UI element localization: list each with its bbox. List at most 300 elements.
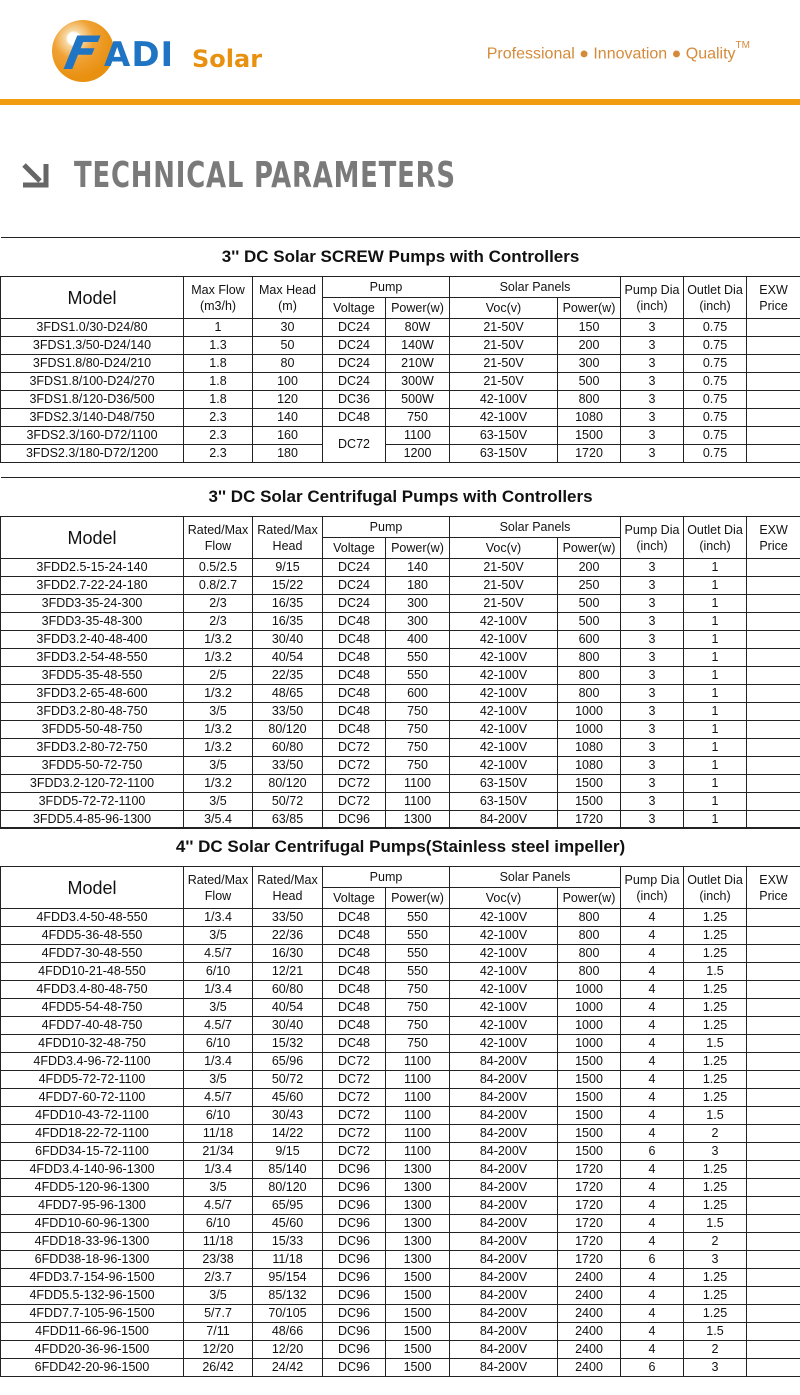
cell-pump-dia: 3 bbox=[621, 337, 684, 355]
cell-pump-power: 1100 bbox=[386, 1071, 450, 1089]
cell-head: 15/33 bbox=[253, 1233, 323, 1251]
table-header-row bbox=[1, 277, 800, 298]
table-row bbox=[1, 999, 800, 1017]
cell-outlet-dia: 1.25 bbox=[684, 1179, 747, 1197]
cell-panel-power: 1720 bbox=[558, 1179, 621, 1197]
cell-voc: 84-200V bbox=[450, 1107, 558, 1125]
cell-voltage: DC24 bbox=[323, 319, 386, 337]
cell-outlet-dia: 1 bbox=[684, 739, 747, 757]
cell-flow: 21/34 bbox=[184, 1143, 253, 1161]
cell-pump-dia: 3 bbox=[621, 613, 684, 631]
cell-panel-power: 1720 bbox=[558, 1197, 621, 1215]
column-header-flow bbox=[184, 867, 253, 909]
cell-price bbox=[747, 1287, 800, 1305]
cell-pump-dia: 3 bbox=[621, 739, 684, 757]
cell-model: 4FDD3.7-154-96-1500 bbox=[1, 1269, 184, 1287]
cell-head: 40/54 bbox=[253, 649, 323, 667]
cell-model: 3FDS2.3/180-D72/1200 bbox=[1, 445, 184, 463]
cell-model: 4FDD3.4-140-96-1300 bbox=[1, 1161, 184, 1179]
cell-head: 50 bbox=[253, 337, 323, 355]
cell-head: 60/80 bbox=[253, 739, 323, 757]
cell-panel-power: 150 bbox=[558, 319, 621, 337]
cell-voc: 42-100V bbox=[450, 721, 558, 739]
column-header-head-line2: Head bbox=[272, 538, 303, 553]
cell-pump-power: 80W bbox=[386, 319, 450, 337]
cell-outlet-dia: 1.25 bbox=[684, 1287, 747, 1305]
cell-panel-power: 800 bbox=[558, 945, 621, 963]
column-group-solar-panels: Solar Panels bbox=[450, 867, 621, 888]
cell-voc: 21-50V bbox=[450, 373, 558, 391]
cell-flow: 3/5 bbox=[184, 999, 253, 1017]
cell-voltage: DC96 bbox=[323, 1179, 386, 1197]
table-row bbox=[1, 775, 800, 793]
cell-price bbox=[747, 703, 800, 721]
column-header-pump-dia-line2: (inch) bbox=[636, 888, 668, 903]
cell-price bbox=[747, 319, 800, 337]
logo-letter: F bbox=[60, 26, 102, 80]
cell-voc: 42-100V bbox=[450, 757, 558, 775]
cell-outlet-dia: 1 bbox=[684, 649, 747, 667]
cell-voltage: DC72 bbox=[323, 793, 386, 811]
cell-price bbox=[747, 1251, 800, 1269]
table-row bbox=[1, 1071, 800, 1089]
cell-pump-dia: 4 bbox=[621, 1071, 684, 1089]
cell-panel-power: 800 bbox=[558, 649, 621, 667]
cell-model: 3FDD3.2-120-72-1100 bbox=[1, 775, 184, 793]
column-header-outlet-dia-line2: (inch) bbox=[699, 888, 731, 903]
cell-flow: 2.3 bbox=[184, 427, 253, 445]
cell-panel-power: 1500 bbox=[558, 1089, 621, 1107]
cell-pump-dia: 4 bbox=[621, 945, 684, 963]
cell-voc: 21-50V bbox=[450, 337, 558, 355]
cell-head: 60/80 bbox=[253, 981, 323, 999]
cell-flow: 1/3.2 bbox=[184, 721, 253, 739]
cell-voltage: DC24 bbox=[323, 595, 386, 613]
cell-flow: 2/3 bbox=[184, 595, 253, 613]
column-header-pump-dia bbox=[621, 277, 684, 319]
cell-flow: 1/3.2 bbox=[184, 649, 253, 667]
column-header-voltage: Voltage bbox=[323, 888, 386, 909]
column-header-exw-price-line1: EXW bbox=[759, 522, 788, 537]
cell-panel-power: 800 bbox=[558, 391, 621, 409]
cell-flow: 4.5/7 bbox=[184, 1089, 253, 1107]
cell-pump-power: 140 bbox=[386, 559, 450, 577]
column-header-head bbox=[253, 867, 323, 909]
cell-panel-power: 1500 bbox=[558, 793, 621, 811]
cell-panel-power: 1000 bbox=[558, 1035, 621, 1053]
cell-panel-power: 1080 bbox=[558, 739, 621, 757]
cell-head: 30/40 bbox=[253, 631, 323, 649]
cell-pump-dia: 3 bbox=[621, 595, 684, 613]
cell-head: 9/15 bbox=[253, 1143, 323, 1161]
cell-voc: 42-100V bbox=[450, 963, 558, 981]
cell-voltage: DC24 bbox=[323, 577, 386, 595]
cell-flow: 11/18 bbox=[184, 1125, 253, 1143]
cell-panel-power: 2400 bbox=[558, 1341, 621, 1359]
cell-voltage: DC96 bbox=[323, 1305, 386, 1323]
table-row bbox=[1, 1323, 800, 1341]
cell-panel-power: 800 bbox=[558, 667, 621, 685]
cell-voc: 84-200V bbox=[450, 1287, 558, 1305]
cell-voltage: DC48 bbox=[323, 1035, 386, 1053]
cell-voc: 84-200V bbox=[450, 1215, 558, 1233]
cell-panel-power: 1500 bbox=[558, 1071, 621, 1089]
cell-pump-power: 750 bbox=[386, 739, 450, 757]
cell-panel-power: 1720 bbox=[558, 1161, 621, 1179]
column-header-model: Model bbox=[1, 277, 184, 319]
column-header-exw-price bbox=[747, 517, 800, 559]
column-header-flow-line2: Flow bbox=[204, 888, 232, 903]
cell-pump-power: 1100 bbox=[386, 1107, 450, 1125]
cell-model: 3FDD2.7-22-24-180 bbox=[1, 577, 184, 595]
cell-pump-dia: 4 bbox=[621, 1341, 684, 1359]
table-row bbox=[1, 409, 800, 427]
cell-voc: 42-100V bbox=[450, 409, 558, 427]
cell-panel-power: 1000 bbox=[558, 703, 621, 721]
cell-voc: 42-100V bbox=[450, 909, 558, 927]
cell-head: 30 bbox=[253, 319, 323, 337]
table-row bbox=[1, 1341, 800, 1359]
table-row bbox=[1, 739, 800, 757]
cell-pump-power: 750 bbox=[386, 1017, 450, 1035]
column-header-model: Model bbox=[1, 867, 184, 909]
cell-voc: 42-100V bbox=[450, 613, 558, 631]
cell-voc: 63-150V bbox=[450, 427, 558, 445]
cell-voltage: DC48 bbox=[323, 963, 386, 981]
table-row bbox=[1, 373, 800, 391]
cell-model: 4FDD5-36-48-550 bbox=[1, 927, 184, 945]
cell-voltage: DC96 bbox=[323, 1215, 386, 1233]
cell-price bbox=[747, 793, 800, 811]
logo-suffix: Solar bbox=[192, 45, 263, 73]
cell-pump-dia: 4 bbox=[621, 1215, 684, 1233]
cell-voc: 63-150V bbox=[450, 793, 558, 811]
cell-pump-dia: 4 bbox=[621, 1179, 684, 1197]
cell-panel-power: 1000 bbox=[558, 981, 621, 999]
cell-pump-dia: 3 bbox=[621, 559, 684, 577]
cell-pump-power: 1100 bbox=[386, 775, 450, 793]
cell-flow: 3/5 bbox=[184, 793, 253, 811]
cell-model: 3FDS1.3/50-D24/140 bbox=[1, 337, 184, 355]
table-row bbox=[1, 945, 800, 963]
column-group-pump: Pump bbox=[323, 867, 450, 888]
cell-model: 3FDS2.3/140-D48/750 bbox=[1, 409, 184, 427]
cell-head: 11/18 bbox=[253, 1251, 323, 1269]
cell-price bbox=[747, 427, 800, 445]
cell-outlet-dia: 1.5 bbox=[684, 1323, 747, 1341]
cell-voltage: DC96 bbox=[323, 1161, 386, 1179]
table-row bbox=[1, 1017, 800, 1035]
cell-pump-dia: 6 bbox=[621, 1143, 684, 1161]
cell-voltage: DC48 bbox=[323, 409, 386, 427]
cell-model: 3FDD2.5-15-24-140 bbox=[1, 559, 184, 577]
cell-voltage: DC72 bbox=[323, 1125, 386, 1143]
table-row bbox=[1, 685, 800, 703]
cell-panel-power: 800 bbox=[558, 927, 621, 945]
cell-outlet-dia: 2 bbox=[684, 1125, 747, 1143]
cell-voc: 84-200V bbox=[450, 1161, 558, 1179]
cell-price bbox=[747, 1161, 800, 1179]
cell-pump-dia: 4 bbox=[621, 1089, 684, 1107]
table-row bbox=[1, 391, 800, 409]
cell-flow: 12/20 bbox=[184, 1341, 253, 1359]
cell-outlet-dia: 0.75 bbox=[684, 409, 747, 427]
section-title: TECHNICAL PARAMETERS bbox=[74, 154, 456, 196]
table-row bbox=[1, 1161, 800, 1179]
cell-voltage: DC96 bbox=[323, 1287, 386, 1305]
trademark-mark: TM bbox=[735, 40, 750, 51]
cell-outlet-dia: 1 bbox=[684, 613, 747, 631]
column-header-head-line2: Head bbox=[272, 888, 303, 903]
cell-outlet-dia: 1.5 bbox=[684, 1215, 747, 1233]
cell-voc: 42-100V bbox=[450, 739, 558, 757]
cell-model: 3FDD3.2-80-48-750 bbox=[1, 703, 184, 721]
cell-flow: 3/5 bbox=[184, 1179, 253, 1197]
table-row bbox=[1, 1035, 800, 1053]
cell-voltage: DC96 bbox=[323, 1197, 386, 1215]
table-row bbox=[1, 963, 800, 981]
cell-price bbox=[747, 1179, 800, 1197]
cell-price bbox=[747, 1053, 800, 1071]
column-group-solar-panels: Solar Panels bbox=[450, 277, 621, 298]
cell-head: 80/120 bbox=[253, 775, 323, 793]
cell-panel-power: 300 bbox=[558, 355, 621, 373]
cell-outlet-dia: 0.75 bbox=[684, 373, 747, 391]
cell-pump-dia: 4 bbox=[621, 1161, 684, 1179]
cell-model: 4FDD20-36-96-1500 bbox=[1, 1341, 184, 1359]
cell-outlet-dia: 1.25 bbox=[684, 1017, 747, 1035]
cell-head: 33/50 bbox=[253, 909, 323, 927]
column-header-model: Model bbox=[1, 517, 184, 559]
column-header-exw-price-line2: Price bbox=[759, 298, 788, 313]
cell-model: 4FDD7-95-96-1300 bbox=[1, 1197, 184, 1215]
cell-voltage: DC96 bbox=[323, 1251, 386, 1269]
cell-voc: 84-200V bbox=[450, 1269, 558, 1287]
cell-voltage: DC72 bbox=[323, 775, 386, 793]
table-row bbox=[1, 355, 800, 373]
column-group-pump: Pump bbox=[323, 277, 450, 298]
cell-price bbox=[747, 1305, 800, 1323]
cell-pump-dia: 3 bbox=[621, 391, 684, 409]
cell-voc: 63-150V bbox=[450, 445, 558, 463]
cell-outlet-dia: 1.5 bbox=[684, 963, 747, 981]
cell-pump-dia: 4 bbox=[621, 1125, 684, 1143]
column-header-voc: Voc(v) bbox=[450, 538, 558, 559]
column-header-outlet-dia-line2: (inch) bbox=[699, 298, 731, 313]
cell-pump-power: 550 bbox=[386, 667, 450, 685]
cell-voc: 84-200V bbox=[450, 1071, 558, 1089]
cell-pump-dia: 4 bbox=[621, 1323, 684, 1341]
cell-head: 15/32 bbox=[253, 1035, 323, 1053]
fadi-solar-logo bbox=[52, 20, 263, 84]
cell-voc: 42-100V bbox=[450, 649, 558, 667]
cell-head: 65/96 bbox=[253, 1053, 323, 1071]
column-header-pump-power: Power(w) bbox=[386, 538, 450, 559]
column-header-exw-price-line1: EXW bbox=[759, 282, 788, 297]
table-row bbox=[1, 1233, 800, 1251]
page-header bbox=[0, 0, 800, 106]
cell-model: 6FDD42-20-96-1500 bbox=[1, 1359, 184, 1377]
column-header-head-line1: Max Head bbox=[259, 282, 316, 297]
cell-model: 3FDD3.2-40-48-400 bbox=[1, 631, 184, 649]
column-header-voc: Voc(v) bbox=[450, 888, 558, 909]
cell-model: 3FDS1.8/80-D24/210 bbox=[1, 355, 184, 373]
cell-panel-power: 1080 bbox=[558, 757, 621, 775]
cell-price bbox=[747, 445, 800, 463]
cell-pump-power: 1100 bbox=[386, 1089, 450, 1107]
table-row bbox=[1, 427, 800, 445]
cell-model: 3FDD5-50-72-750 bbox=[1, 757, 184, 775]
cell-flow: 3/5 bbox=[184, 927, 253, 945]
cell-panel-power: 1500 bbox=[558, 775, 621, 793]
cell-panel-power: 800 bbox=[558, 963, 621, 981]
cell-price bbox=[747, 373, 800, 391]
cell-model: 3FDD5.4-85-96-1300 bbox=[1, 811, 184, 829]
column-header-panel-power: Power(w) bbox=[558, 888, 621, 909]
column-header-voc: Voc(v) bbox=[450, 298, 558, 319]
cell-head: 95/154 bbox=[253, 1269, 323, 1287]
column-header-flow-line1: Max Flow bbox=[191, 282, 245, 297]
cell-pump-power: 1100 bbox=[386, 1125, 450, 1143]
cell-voc: 42-100V bbox=[450, 703, 558, 721]
cell-outlet-dia: 1 bbox=[684, 775, 747, 793]
cell-head: 120 bbox=[253, 391, 323, 409]
cell-voc: 42-100V bbox=[450, 631, 558, 649]
column-header-head-line1: Rated/Max bbox=[257, 522, 318, 537]
cell-pump-dia: 3 bbox=[621, 631, 684, 649]
column-header-pump-dia-line1: Pump Dia bbox=[624, 872, 680, 887]
cell-model: 4FDD7.7-105-96-1500 bbox=[1, 1305, 184, 1323]
cell-head: 140 bbox=[253, 409, 323, 427]
column-header-pump-dia-line1: Pump Dia bbox=[624, 522, 680, 537]
cell-voc: 21-50V bbox=[450, 559, 558, 577]
cell-model: 3FDD3.2-54-48-550 bbox=[1, 649, 184, 667]
column-header-head-line2: (m) bbox=[278, 298, 297, 313]
cell-panel-power: 1500 bbox=[558, 427, 621, 445]
table-row bbox=[1, 1107, 800, 1125]
cell-voltage: DC24 bbox=[323, 337, 386, 355]
cell-voltage: DC72 bbox=[323, 1107, 386, 1125]
cell-price bbox=[747, 1017, 800, 1035]
cell-outlet-dia: 1 bbox=[684, 595, 747, 613]
table-row bbox=[1, 1143, 800, 1161]
column-header-flow bbox=[184, 517, 253, 559]
cell-head: 85/140 bbox=[253, 1161, 323, 1179]
cell-price bbox=[747, 1125, 800, 1143]
cell-head: 16/35 bbox=[253, 595, 323, 613]
cell-pump-power: 1100 bbox=[386, 1143, 450, 1161]
cell-outlet-dia: 1.5 bbox=[684, 1035, 747, 1053]
cell-price bbox=[747, 559, 800, 577]
header-divider bbox=[0, 99, 800, 105]
cell-pump-power: 1300 bbox=[386, 1179, 450, 1197]
cell-price bbox=[747, 1359, 800, 1377]
cell-panel-power: 500 bbox=[558, 595, 621, 613]
cell-voc: 42-100V bbox=[450, 667, 558, 685]
cell-flow: 6/10 bbox=[184, 1215, 253, 1233]
cell-price bbox=[747, 631, 800, 649]
cell-outlet-dia: 1.25 bbox=[684, 909, 747, 927]
cell-pump-dia: 3 bbox=[621, 373, 684, 391]
cell-voltage: DC24 bbox=[323, 559, 386, 577]
cell-voltage: DC48 bbox=[323, 703, 386, 721]
cell-model: 4FDD10-21-48-550 bbox=[1, 963, 184, 981]
cell-head: 70/105 bbox=[253, 1305, 323, 1323]
table-row bbox=[1, 1359, 800, 1377]
cell-outlet-dia: 1 bbox=[684, 685, 747, 703]
cell-model: 4FDD7-40-48-750 bbox=[1, 1017, 184, 1035]
cell-flow: 1 bbox=[184, 319, 253, 337]
cell-head: 180 bbox=[253, 445, 323, 463]
cell-flow: 7/11 bbox=[184, 1323, 253, 1341]
column-header-head bbox=[253, 517, 323, 559]
table-row bbox=[1, 613, 800, 631]
tagline-text: Professional ● Innovation ● Quality bbox=[486, 45, 736, 63]
logo-brand: ADI bbox=[104, 35, 175, 75]
column-header-flow-line1: Rated/Max bbox=[187, 872, 249, 887]
cell-outlet-dia: 1 bbox=[684, 793, 747, 811]
cell-head: 50/72 bbox=[253, 1071, 323, 1089]
cell-pump-dia: 6 bbox=[621, 1359, 684, 1377]
cell-pump-power: 1300 bbox=[386, 1197, 450, 1215]
cell-pump-dia: 4 bbox=[621, 1107, 684, 1125]
cell-flow: 4.5/7 bbox=[184, 1197, 253, 1215]
cell-voltage: DC48 bbox=[323, 649, 386, 667]
cell-flow: 2/3.7 bbox=[184, 1269, 253, 1287]
cell-outlet-dia: 1 bbox=[684, 703, 747, 721]
cell-model: 3FDD3.2-80-72-750 bbox=[1, 739, 184, 757]
cell-outlet-dia: 3 bbox=[684, 1251, 747, 1269]
column-header-head bbox=[253, 277, 323, 319]
cell-model: 3FDS1.0/30-D24/80 bbox=[1, 319, 184, 337]
cell-pump-power: 1300 bbox=[386, 1233, 450, 1251]
cell-panel-power: 1720 bbox=[558, 1215, 621, 1233]
cell-flow: 6/10 bbox=[184, 963, 253, 981]
cell-voltage: DC24 bbox=[323, 373, 386, 391]
cell-pump-power: 550 bbox=[386, 909, 450, 927]
cell-outlet-dia: 1.25 bbox=[684, 1305, 747, 1323]
cell-pump-power: 1300 bbox=[386, 1251, 450, 1269]
cell-model: 4FDD5.5-132-96-1500 bbox=[1, 1287, 184, 1305]
table-row bbox=[1, 721, 800, 739]
tagline bbox=[486, 40, 750, 63]
cell-pump-dia: 6 bbox=[621, 1251, 684, 1269]
cell-outlet-dia: 1 bbox=[684, 631, 747, 649]
cell-price bbox=[747, 613, 800, 631]
cell-flow: 0.5/2.5 bbox=[184, 559, 253, 577]
cell-pump-power: 750 bbox=[386, 999, 450, 1017]
cell-flow: 1.8 bbox=[184, 373, 253, 391]
cell-pump-dia: 3 bbox=[621, 649, 684, 667]
cell-pump-power: 750 bbox=[386, 703, 450, 721]
cell-price bbox=[747, 391, 800, 409]
cell-panel-power: 1720 bbox=[558, 1233, 621, 1251]
cell-pump-dia: 3 bbox=[621, 721, 684, 739]
table-header-row bbox=[1, 517, 800, 538]
cell-pump-power: 600 bbox=[386, 685, 450, 703]
cell-head: 22/36 bbox=[253, 927, 323, 945]
cell-voc: 42-100V bbox=[450, 1017, 558, 1035]
column-header-flow-line2: (m3/h) bbox=[199, 298, 237, 313]
cell-price bbox=[747, 927, 800, 945]
cell-pump-dia: 4 bbox=[621, 909, 684, 927]
cell-pump-power: 550 bbox=[386, 945, 450, 963]
cell-price bbox=[747, 1233, 800, 1251]
cell-pump-dia: 4 bbox=[621, 927, 684, 945]
cell-voltage: DC48 bbox=[323, 981, 386, 999]
cell-pump-dia: 3 bbox=[621, 667, 684, 685]
cell-voc: 84-200V bbox=[450, 1341, 558, 1359]
